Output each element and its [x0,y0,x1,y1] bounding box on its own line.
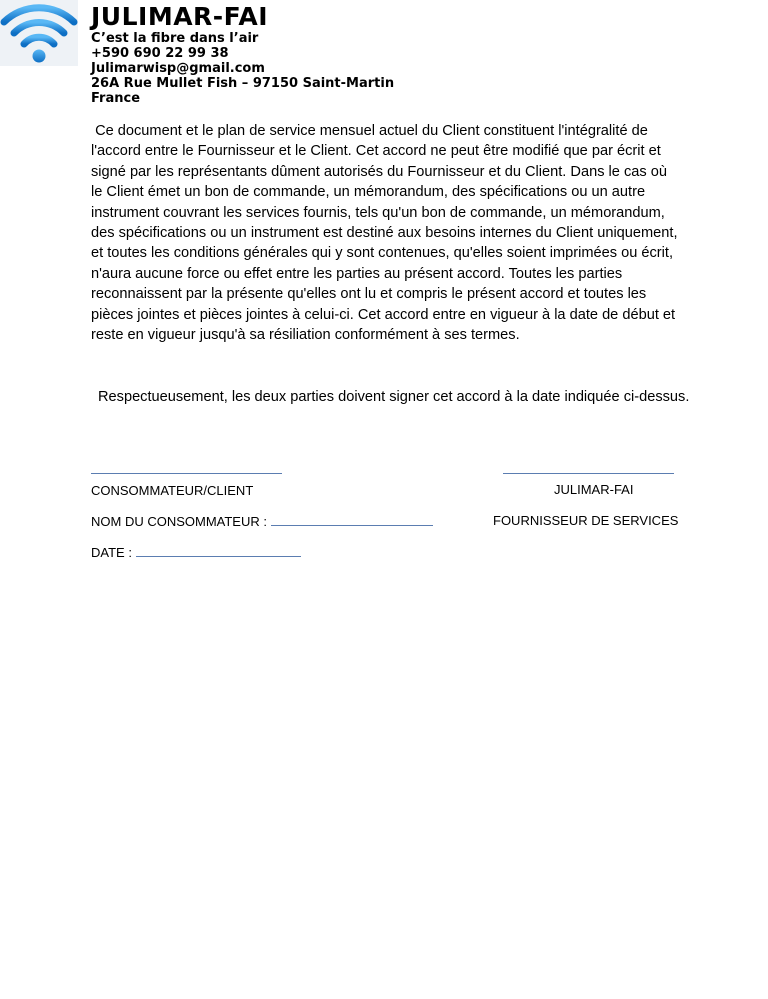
company-name: JULIMAR-FAI [91,2,269,31]
client-label: CONSOMMATEUR/CLIENT [91,483,254,498]
provider-signature-line[interactable] [503,473,674,474]
email: Julimarwisp@gmail.com [91,61,265,76]
date-label: DATE : [91,545,132,560]
agreement-paragraph [91,121,681,345]
client-name-label: NOM DU CONSOMMATEUR : [91,514,267,529]
address: 26A Rue Mullet Fish – 97150 Saint-Martin [91,76,395,91]
closing-sentence: Respectueusement, les deux parties doivent signer cet accord à la date indiquée ci-dessus. [98,389,690,405]
provider-name: JULIMAR-FAI [554,482,634,497]
client-name-field[interactable] [271,513,433,526]
phone: +590 690 22 99 38 [91,46,229,61]
tagline: C’est la fibre dans l’air [91,31,259,46]
client-name-row [91,513,433,530]
client-signature-line[interactable] [91,473,282,474]
agreement-text: Ce document et le plan de service mensuel actuel du Client constituent l'intégralité de l'accord entre le Fournisseur et le Client. Cet accord ne peut être modifié que par écrit et signé par les représentants dûment autorisés du Fournisseur et du Client. Dans le cas où le Client émet un bon de commande, un mémorandum, des spécifications ou un autre instrument couvrant les services fournis, tels qu'un bon de commande, un mémorandum, des spécifications ou un instrument est destiné aux besoins internes du Client uniquement, et toutes les conditions générales qui y sont contenues, qu'elles soient imprimées ou écrit, n'aura aucune force ou effet entre les parties au présent accord. Toutes les parties reconnaissent par la présente qu'elles ont lu et compris le présent accord et toutes les pièces jointes et pièces jointes à celui-ci. Cet accord entre en vigueur à la date de début et reste en vigueur jusqu'à sa résiliation conformément à ses termes. [91,123,678,344]
country: France [91,91,141,106]
provider-label: FOURNISSEUR DE SERVICES [493,513,679,528]
letterhead [91,3,394,106]
wifi-icon [0,0,78,66]
wifi-logo [0,0,78,66]
date-row [91,544,301,561]
date-field[interactable] [136,544,301,557]
